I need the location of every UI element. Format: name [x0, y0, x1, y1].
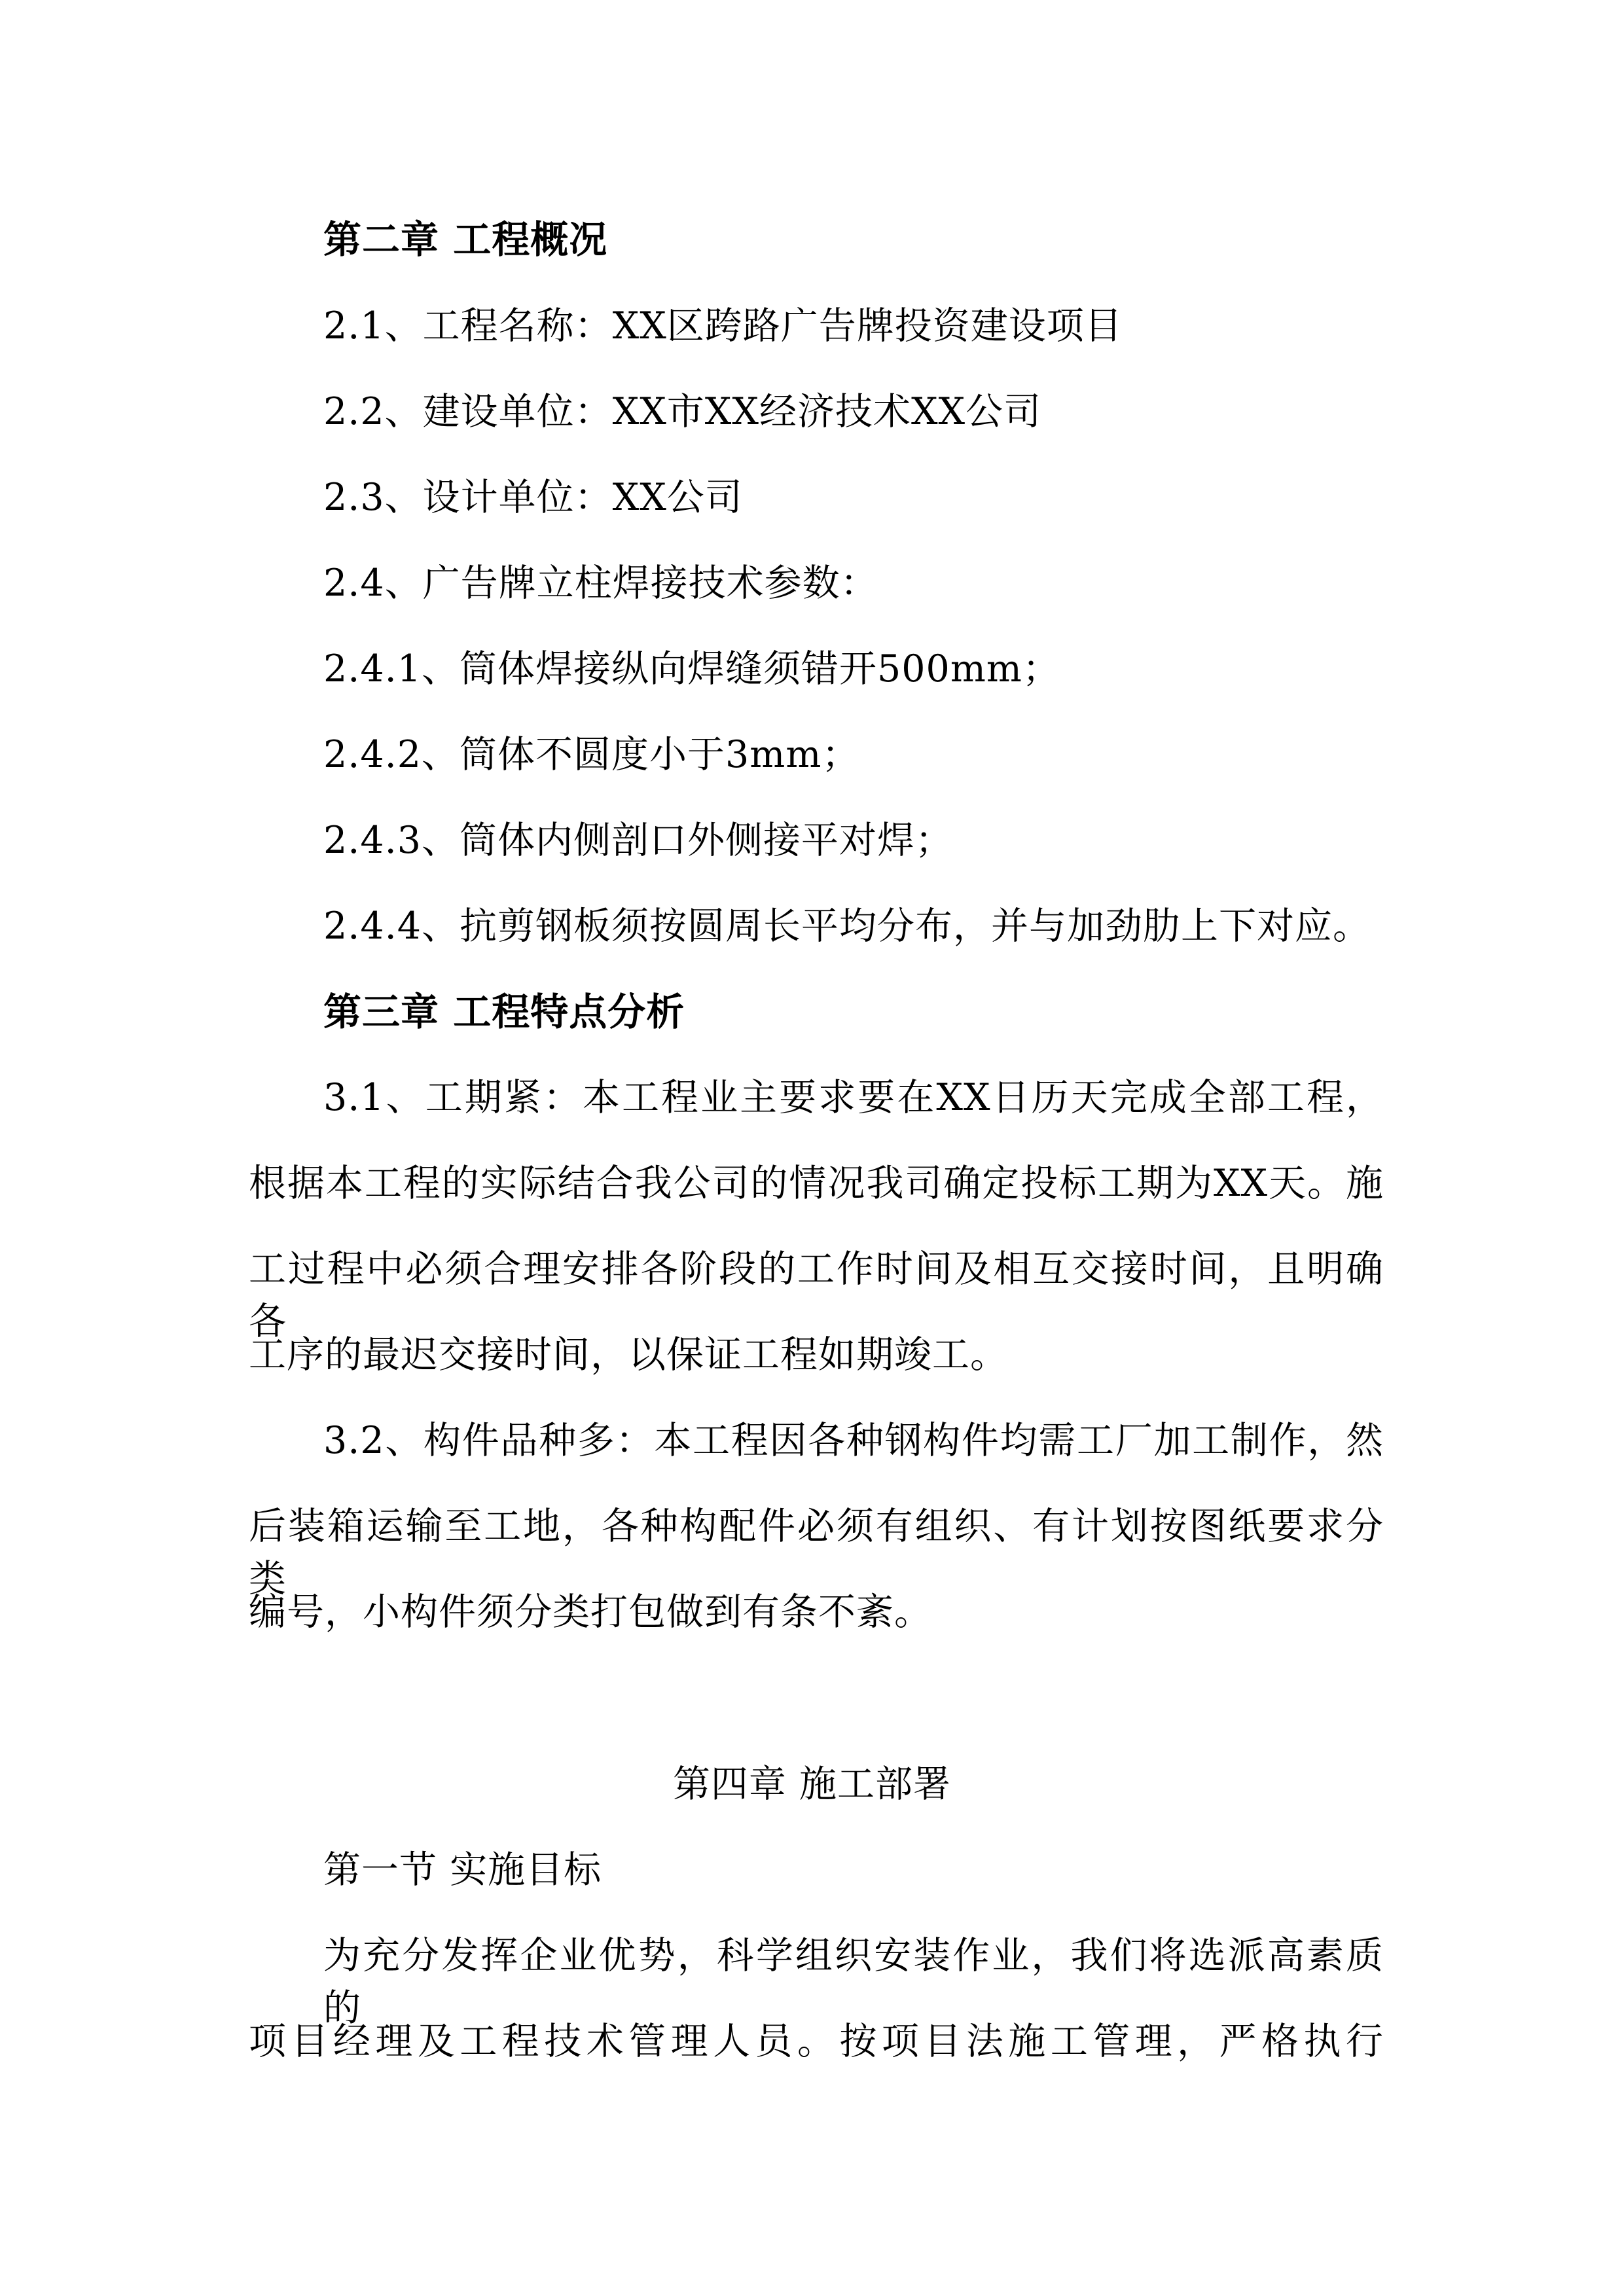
- chapter-2-item: 2.4.3、筒体内侧剖口外侧接平对焊；: [323, 819, 954, 862]
- chapter-3-heading: 第三章 工程特点分析: [323, 990, 685, 1034]
- chapter-2-item: 2.4.2、筒体不圆度小于3mm；: [323, 733, 860, 776]
- chapter-2-item: 2.4.1、筒体焊接纵向焊缝须错开500mm；: [323, 647, 1060, 691]
- paragraph-line: 3.2、构件品种多：本工程因各种钢构件均需工厂加工制作，然: [323, 1419, 1384, 1462]
- chapter-2-item: 2.3、设计单位：XX公司: [323, 476, 743, 519]
- chapter-2-item: 2.4.4、抗剪钢板须按圆周长平均分布，并与加劲肋上下对应。: [323, 905, 1371, 948]
- paragraph-line: 编号，小构件须分类打包做到有条不紊。: [249, 1590, 932, 1634]
- paragraph-line: 为充分发挥企业优势，科学组织安装作业，我们将选派高素质的: [323, 1934, 1384, 2030]
- paragraph-line: 根据本工程的实际结合我公司的情况我司确定投标工期为XX天。施: [249, 1162, 1384, 1205]
- chapter-2-item: 2.1、工程名称：XX区跨路广告牌投资建设项目: [323, 304, 1123, 348]
- paragraph-line: 3.1、工期紧：本工程业主要求要在XX日历天完成全部工程，: [323, 1076, 1384, 1119]
- paragraph-line: 后装箱运输至工地，各种构配件必须有组织、有计划按图纸要求分类: [249, 1505, 1384, 1600]
- chapter-2-heading: 第二章 工程概况: [323, 217, 608, 262]
- chapter-4-heading: 第四章 施工部署: [672, 1763, 952, 1806]
- paragraph-line: 工序的最迟交接时间，以保证工程如期竣工。: [249, 1333, 1008, 1376]
- section-heading: 第一节 实施目标: [323, 1848, 602, 1892]
- paragraph-line: 项目经理及工程技术管理人员。按项目法施工管理，严格执行: [249, 2020, 1384, 2063]
- paragraph-line: 工过程中必须合理安排各阶段的工作时间及相互交接时间，且明确各: [249, 1247, 1384, 1343]
- chapter-2-item: 2.4、广告牌立柱焊接技术参数：: [323, 562, 878, 605]
- chapter-2-item: 2.2、建设单位：XX市XX经济技术XX公司: [323, 390, 1042, 433]
